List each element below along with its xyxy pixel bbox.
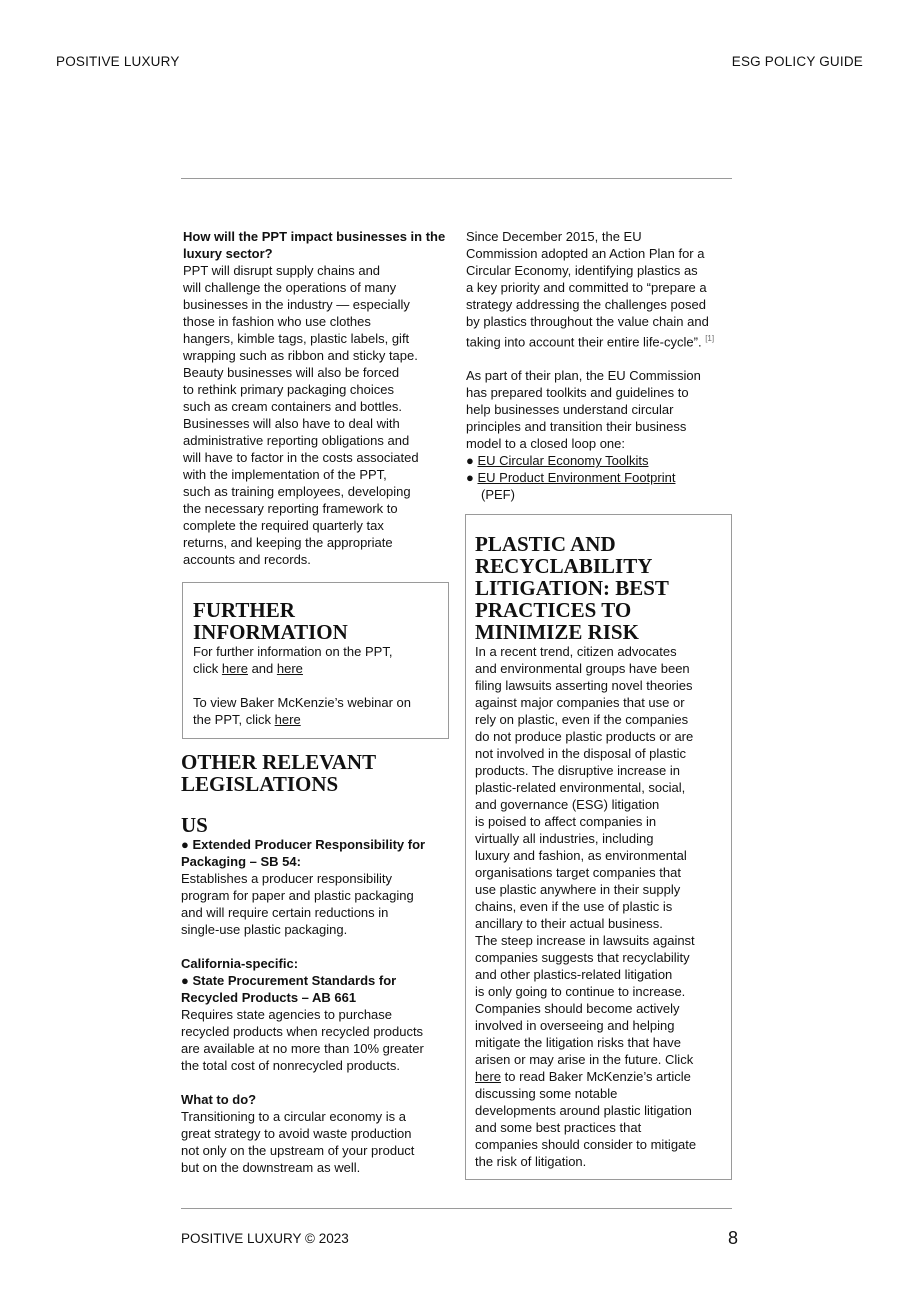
description-line: but on the downstream as well. [181,1160,361,1175]
litigation-article-link[interactable]: here [475,1069,502,1084]
webinar-line2: the PPT, click here [193,712,301,727]
litigation-line: plastic-related environmental, social, [475,780,686,795]
litigation-line: products. The disruptive increase in [475,763,680,778]
eu-pef-link[interactable]: EU Product Environment Footprint [477,470,676,486]
litigation-body [475,643,727,1068]
litigation-title-line: PRACTICES TO [475,598,632,622]
paragraph-line: As part of their plan, the EU Commission [466,368,701,384]
description-line: Establishes a producer responsibility [181,871,392,886]
paragraph-line: Commission adopted an Action Plan for a [466,246,705,261]
litigation-line: discussing some notable [475,1086,618,1101]
other-legislations-section: OTHER RELEVANT LEGISLATIONS US ● Extended Producer Responsibility for Packaging – SB 54: Establishes a producer responsibility program for paper and plastic packaging and will require certain reductions in single-use plastic packaging. California-specific: ● State Procurement Standards for Recycled Products – AB 661 Requires state agencies to purchase recycled products when recycled products are available at no more than 10% greater the total cost of nonrecycled products. What to do? Transitioning to a circular economy is a great strategy to avoid waste production not only on the upstream of your product but on the downstream as well. [181,751,449,1176]
answer-line: Businesses will also have to deal with [183,416,400,431]
litigation-line: Companies should become actively [475,1001,680,1016]
answer-line: Beauty businesses will also be forced [183,365,400,380]
answer-line: hangers, kimble tags, plastic labels, gift [183,331,410,346]
paragraph-line: principles and transition their business [466,419,687,435]
litigation-line: virtually all industries, including [475,831,654,846]
litigation-title-line: PLASTIC AND [475,532,616,556]
california-label: California-specific: [181,956,299,971]
bullet-icon: ● [466,470,474,486]
answer-line: accounts and records. [183,552,311,567]
page-number: 8 [728,1228,739,1248]
answer-line: businesses in the industry — especially [183,297,410,312]
sb54-title: ● Extended Producer Responsibility for [181,837,426,852]
litigation-line: luxury and fashion, as environmental [475,848,687,863]
litigation-line: companies suggests that recyclability [475,950,690,965]
ppt-info-link-2[interactable]: here [276,661,303,676]
paragraph-line: Circular Economy, identifying plastics as [466,263,698,278]
description-line: single-use plastic packaging. [181,922,348,937]
litigation-line: and environmental groups have been [475,661,690,676]
paragraph-line: has prepared toolkits and guidelines to [466,385,689,401]
litigation-title-line: LITIGATION: BEST [475,576,669,600]
description-line: and will require certain reductions in [181,905,389,920]
litigation-title [475,533,727,643]
ab661-title: ● State Procurement Standards for [181,973,397,988]
other-legislations-title: OTHER RELEVANT LEGISLATIONS [181,750,377,796]
ppt-impact-question: How will the PPT impact businesses in the luxury sector? [183,229,446,261]
what-to-do-label: What to do? [181,1092,257,1107]
bottom-divider [181,1208,732,1209]
description-line: Transitioning to a circular economy is a [181,1109,406,1124]
litigation-line: arisen or may arise in the future. Click [475,1052,694,1067]
paragraph-line: Since December 2015, the EU [466,229,642,244]
answer-line: such as training employees, developing [183,484,411,499]
description-line: program for paper and plastic packaging [181,888,414,903]
description-line: recycled products when recycled products [181,1024,424,1039]
ppt-impact-answer [183,262,448,568]
ppt-impact-section [183,228,448,568]
bullet-pef [466,469,732,486]
description-line: Requires state agencies to purchase [181,1007,393,1022]
paragraph-line: a key priority and committed to “prepare a [466,280,707,295]
paragraph-line: model to a closed loop one: [466,436,625,452]
answer-line: such as cream containers and bottles. [183,399,402,414]
litigation-line: In a recent trend, citizen advocates [475,644,677,659]
further-information-title: FURTHER INFORMATION [193,598,348,644]
litigation-line: and other plastics-related litigation [475,967,673,982]
litigation-title-line: RECYCLABILITY [475,554,653,578]
webinar-line1: To view Baker McKenzie’s webinar on [193,695,411,710]
answer-line: complete the required quarterly tax [183,518,384,533]
footnote-ref[interactable]: [1] [705,334,715,343]
bullet-icon: ● [466,453,474,469]
answer-line: to rethink primary packaging choices [183,382,394,397]
ppt-info-link-1[interactable]: here [221,661,248,676]
answer-line: will have to factor in the costs associated [183,450,419,465]
eu-circular-toolkits-link[interactable]: EU Circular Economy Toolkits [477,453,649,469]
answer-line: returns, and keeping the appropriate [183,535,393,550]
litigation-line: developments around plastic litigation [475,1103,692,1118]
what-to-do-description [181,1108,449,1176]
litigation-line: ancillary to their actual business. [475,916,663,931]
litigation-line: rely on plastic, even if the companies [475,712,689,727]
further-info-line2: click here and here [193,661,303,676]
header-left: POSITIVE LUXURY [56,54,180,69]
litigation-line: mitigate the litigation risks that have [475,1035,681,1050]
litigation-line: chains, even if the use of plastic is [475,899,673,914]
description-line: great strategy to avoid waste production [181,1126,412,1141]
litigation-title-line: MINIMIZE RISK [475,620,639,644]
answer-line: administrative reporting obligations and [183,433,410,448]
answer-line: those in fashion who use clothes [183,314,371,329]
ab661-description [181,1006,449,1074]
litigation-line: the risk of litigation. [475,1154,587,1169]
answer-line: wrapping such as ribbon and sticky tape. [183,348,418,363]
description-line: not only on the upstream of your product [181,1143,415,1158]
answer-line: will challenge the operations of many [183,280,397,295]
litigation-line: against major companies that use or [475,695,685,710]
further-information-box [182,582,449,739]
webinar-link[interactable]: here [274,712,301,727]
litigation-box: PLASTIC AND RECYCLABILITY LITIGATION: BEST PRACTICES TO MINIMIZE RISK In a recent trend, citizen advocates and environmental groups have been filing lawsuits asserting novel theories against major companies that use or rely on plastic, even if the companies do not produce plastic products or are not involved in the disposal of plastic products. The disruptive increase in plastic-related environmental, social, and governance (ESG) litigation is poised to affect companies in virtually all industries, including luxury and fashion, as environmental organisations target companies that use plastic anywhere in their supply chains, even if the use of plastic is ancillary to their actual business. The steep increase in lawsuits against companies suggests that recyclability and other plastics-related litigation is only going to continue to increase. Companies should become actively involved in overseeing and helping mitigate the litigation risks that have arisen or may arise in the future. Click here to read Baker McKenzie’s article discussing some notable developments around plastic litigation and some best practices that companies should consider to mitigate the risk of litigation. [465,514,732,1180]
description-line: the total cost of nonrecycled products. [181,1058,400,1073]
litigation-line: not involved in the disposal of plastic [475,746,687,761]
litigation-line: do not produce plastic products or are [475,729,694,744]
litigation-line: and governance (ESG) litigation [475,797,660,812]
region-us-heading: US [181,813,208,837]
top-divider [181,178,732,179]
further-info-line1: For further information on the PPT, [193,644,393,659]
litigation-line: is only going to continue to increase. [475,984,686,999]
answer-line: with the implementation of the PPT, [183,467,387,482]
paragraph-line: strategy addressing the challenges posed [466,297,706,312]
footer-copyright: POSITIVE LUXURY © 2023 [181,1231,349,1246]
litigation-line: The steep increase in lawsuits against [475,933,695,948]
litigation-line: involved in overseeing and helping [475,1018,675,1033]
bullet-icon: ● [181,837,189,852]
litigation-line: is poised to affect companies in [475,814,657,829]
description-line: are available at no more than 10% greater [181,1041,424,1056]
answer-line: the necessary reporting framework to [183,501,398,516]
litigation-line: use plastic anywhere in their supply [475,882,681,897]
litigation-line: companies should consider to mitigate [475,1137,697,1152]
litigation-line: and some best practices that [475,1120,642,1135]
litigation-line: organisations target companies that [475,865,681,880]
paragraph-line: by plastics throughout the value chain and [466,314,709,329]
bullet-icon: ● [181,973,189,988]
eu-action-plan-section: Since December 2015, the EU Commission adopted an Action Plan for a Circular Economy, identifying plastics as a key priority and committed to “prepare a strategy addressing the challenges posed by plastics throughout the value chain and taking into account their entire life-cycle”. [1] As part of their plan, the EU Commission has prepared toolkits and guidelines to help businesses understand circular principles and transition their business model to a closed loop one: ● EU Circular Economy Toolkits ● EU Product Environment Footprint (PEF) [466,228,732,503]
litigation-line: filing lawsuits asserting novel theories [475,678,693,693]
answer-line: PPT will disrupt supply chains and [183,263,381,278]
sb54-description [181,870,449,938]
bullet-circular-toolkits [466,452,732,469]
header-right: ESG POLICY GUIDE [731,54,863,69]
paragraph-line: help businesses understand circular [466,402,674,418]
